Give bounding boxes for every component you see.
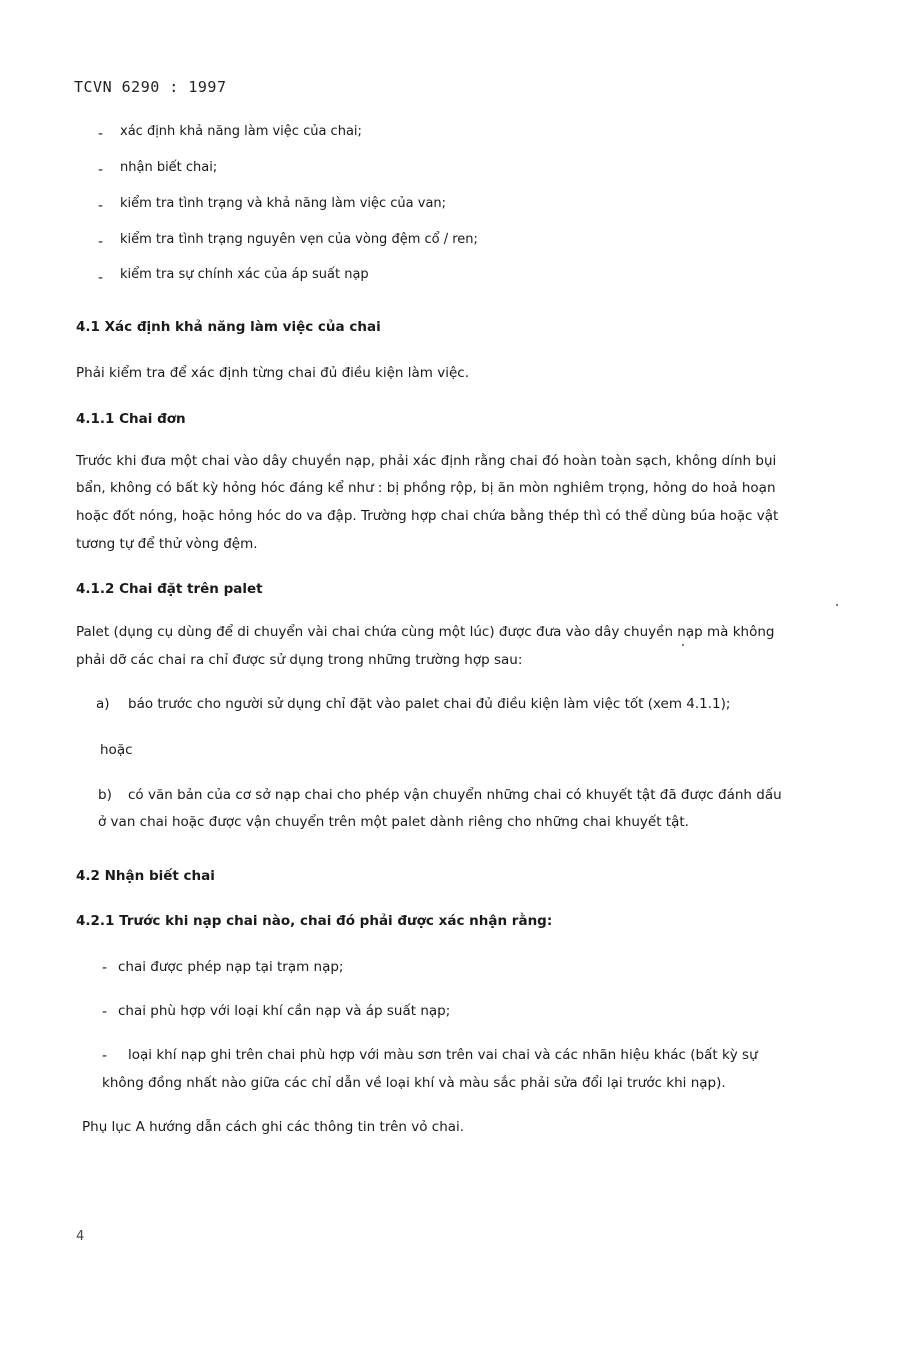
scan-speck — [682, 644, 684, 646]
item-b-label: b) — [98, 787, 112, 803]
list-item: nhận biết chai; — [120, 160, 218, 175]
list-bullet: - — [98, 234, 104, 250]
section-heading-4-1-2: 4.1.2 Chai đặt trên palet — [76, 581, 263, 597]
list-bullet: - — [102, 960, 108, 976]
section-text-4-1: Phải kiểm tra để xác định từng chai đủ điều kiện làm việc. — [76, 365, 469, 381]
list-item: kiểm tra tình trạng nguyên vẹn của vòng đệm cổ / ren; — [120, 232, 478, 247]
list-bullet: - — [98, 126, 104, 142]
paragraph-line: tương tự để thử vòng đệm. — [76, 536, 258, 552]
list-item: chai được phép nạp tại trạm nạp; — [118, 959, 344, 975]
list-bullet: - — [98, 162, 104, 178]
scan-speck — [836, 604, 838, 606]
paragraph-line: phải dỡ các chai ra chỉ được sử dụng trong những trường hợp sau: — [76, 652, 523, 668]
list-item: kiểm tra tình trạng và khả năng làm việc của van; — [120, 196, 447, 211]
annex-note: Phụ lục A hướng dẫn cách ghi các thông tin trên vỏ chai. — [82, 1119, 465, 1135]
list-bullet: - — [102, 1004, 108, 1020]
item-a-label: a) — [96, 696, 110, 712]
list-item: xác định khả năng làm việc của chai; — [120, 124, 362, 139]
paragraph-line: Palet (dụng cụ dùng để di chuyển vài chai chứa cùng một lúc) được đưa vào dây chuyền nạp mà không — [76, 624, 775, 640]
list-bullet: - — [102, 1048, 108, 1064]
list-item: kiểm tra sự chính xác của áp suất nạp — [120, 267, 369, 282]
list-bullet: - — [98, 198, 104, 214]
paragraph-line: bẩn, không có bất kỳ hỏng hóc đáng kể như : bị phồng rộp, bị ăn mòn nghiêm trọng, hỏng do hoả hoạn — [76, 480, 776, 496]
item-a-text: báo trước cho người sử dụng chỉ đặt vào palet chai đủ điều kiện làm việc tốt (xem 4.1.1); — [128, 696, 731, 712]
or-text: hoặc — [100, 742, 133, 758]
section-heading-4-2: 4.2 Nhận biết chai — [76, 868, 215, 884]
list-item: loại khí nạp ghi trên chai phù hợp với màu sơn trên vai chai và các nhãn hiệu khác (bất kỳ sự — [128, 1047, 758, 1063]
section-heading-4-1-1: 4.1.1 Chai đơn — [76, 411, 186, 427]
section-heading-4-1: 4.1 Xác định khả năng làm việc của chai — [76, 319, 381, 335]
page-number: 4 — [76, 1229, 85, 1244]
paragraph-line: hoặc đốt nóng, hoặc hỏng hóc do va đập. Trường hợp chai chứa bằng thép thì có thể dùng búa hoặc vật — [76, 508, 779, 524]
list-bullet: - — [98, 270, 104, 286]
item-b-line: ở van chai hoặc được vận chuyển trên một palet dành riêng cho những chai khuyết tật. — [98, 814, 689, 830]
paragraph-line: Trước khi đưa một chai vào dây chuyền nạp, phải xác định rằng chai đó hoàn toàn sạch, không dính bụi — [76, 453, 777, 469]
section-heading-4-2-1: 4.2.1 Trước khi nạp chai nào, chai đó phải được xác nhận rằng: — [76, 913, 553, 929]
item-b-line: có văn bản của cơ sở nạp chai cho phép vận chuyển những chai có khuyết tật đã được đánh dấu — [128, 787, 782, 803]
list-item-continuation: không đồng nhất nào giữa các chỉ dẫn về loại khí và màu sắc phải sửa đổi lại trước khi nạp). — [102, 1075, 726, 1091]
list-item: chai phù hợp với loại khí cần nạp và áp suất nạp; — [118, 1003, 451, 1019]
standard-code-header: TCVN 6290 : 1997 — [74, 78, 227, 96]
